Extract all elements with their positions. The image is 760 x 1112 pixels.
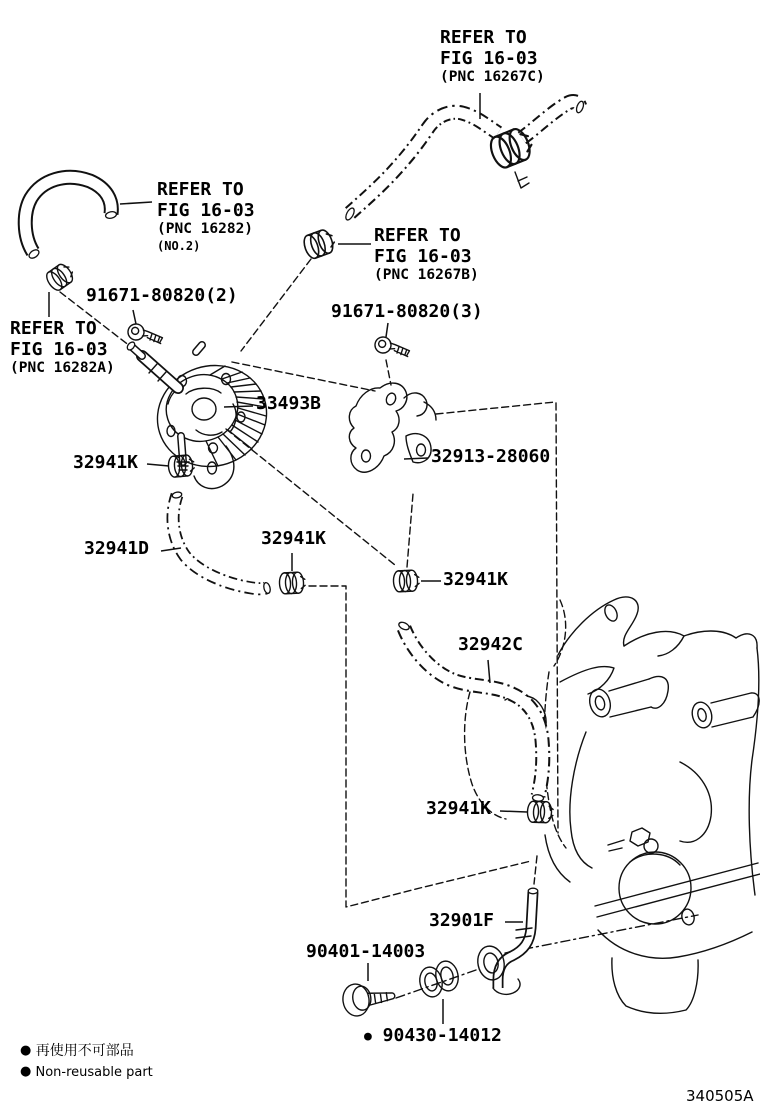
refer-note-number: (NO.2): [157, 238, 201, 253]
hose-clamp-16282a-drawing: [44, 261, 77, 293]
part-label-91671-80820-3[interactable]: 91671-80820(3): [331, 301, 483, 322]
non-reusable-bullet-icon: ●: [20, 1043, 32, 1058]
non-reusable-bullet-icon: ●: [364, 1029, 372, 1044]
screw-91671-2-drawing: [127, 323, 164, 344]
part-label-91671-80820-2[interactable]: 91671-80820(2): [86, 285, 238, 306]
part-label-32941d[interactable]: 32941D: [84, 538, 150, 559]
refer-note-16267b[interactable]: [374, 225, 479, 285]
hose-32941d-drawing: [172, 491, 272, 594]
refer-note-16282[interactable]: [157, 179, 255, 253]
part-label-32941k-c[interactable]: 32941K: [443, 569, 509, 590]
pipe-32901f-drawing: [475, 888, 538, 994]
clamp-32941k-d-drawing: [527, 801, 553, 823]
refer-pnc: (PNC 16282A): [10, 360, 115, 377]
legend-text-en: Non-reusable part: [35, 1065, 153, 1080]
refer-line: FIG 16-03: [374, 246, 472, 268]
refer-pnc: (PNC 16267C): [440, 69, 545, 86]
part-label-90401-14003[interactable]: 90401-14003: [306, 941, 426, 962]
legend-row-en: [20, 1062, 153, 1083]
drawing-number: 340505A: [686, 1087, 754, 1105]
hose-16282-drawing: [25, 177, 117, 260]
hose-clamp-16267b-drawing: [301, 228, 337, 261]
refer-pnc: (PNC 16267B): [374, 267, 479, 284]
gasket-drawing: [417, 959, 461, 999]
refer-line: FIG 16-03: [157, 200, 255, 222]
clamp-32941k-b-drawing: [279, 572, 306, 594]
legend-row-jp: [20, 1041, 153, 1062]
hose-16267c-drawing: [344, 100, 585, 221]
union-bolt-drawing: [341, 979, 397, 1018]
part-label-32941k-d[interactable]: 32941K: [426, 798, 492, 819]
screw-91671-3-drawing: [374, 336, 411, 357]
clamp-32941k-c-drawing: [393, 570, 420, 592]
part-label-32901f[interactable]: 32901F: [429, 910, 495, 931]
part-label-32913-28060[interactable]: 32913-28060: [431, 446, 551, 467]
refer-line: FIG 16-03: [10, 339, 108, 361]
refer-note-16282a[interactable]: [10, 318, 115, 378]
refer-line: REFER TO: [10, 318, 97, 339]
engine-block-drawing: [465, 597, 760, 1013]
part-label-32941k-b[interactable]: 32941K: [261, 528, 327, 549]
non-reusable-bullet-icon: ●: [20, 1064, 32, 1079]
part-number: 90430-14012: [382, 1025, 502, 1046]
refer-line: FIG 16-03: [440, 48, 538, 70]
part-label-33493b[interactable]: 33493B: [256, 393, 322, 414]
part-label-32942c[interactable]: 32942C: [458, 634, 524, 655]
refer-pnc: (PNC 16282): [157, 221, 254, 238]
refer-note-16267c[interactable]: [440, 27, 545, 87]
part-label-90430-14012[interactable]: [364, 1025, 502, 1046]
legend: [20, 1041, 153, 1083]
refer-line: REFER TO: [157, 179, 244, 200]
refer-line: REFER TO: [374, 225, 461, 246]
oil-cooler-drawing: [126, 341, 280, 489]
part-label-32941k-a[interactable]: 32941K: [73, 452, 139, 473]
legend-text-jp: 再使用不可部品: [35, 1043, 134, 1059]
refer-line: REFER TO: [440, 27, 527, 48]
